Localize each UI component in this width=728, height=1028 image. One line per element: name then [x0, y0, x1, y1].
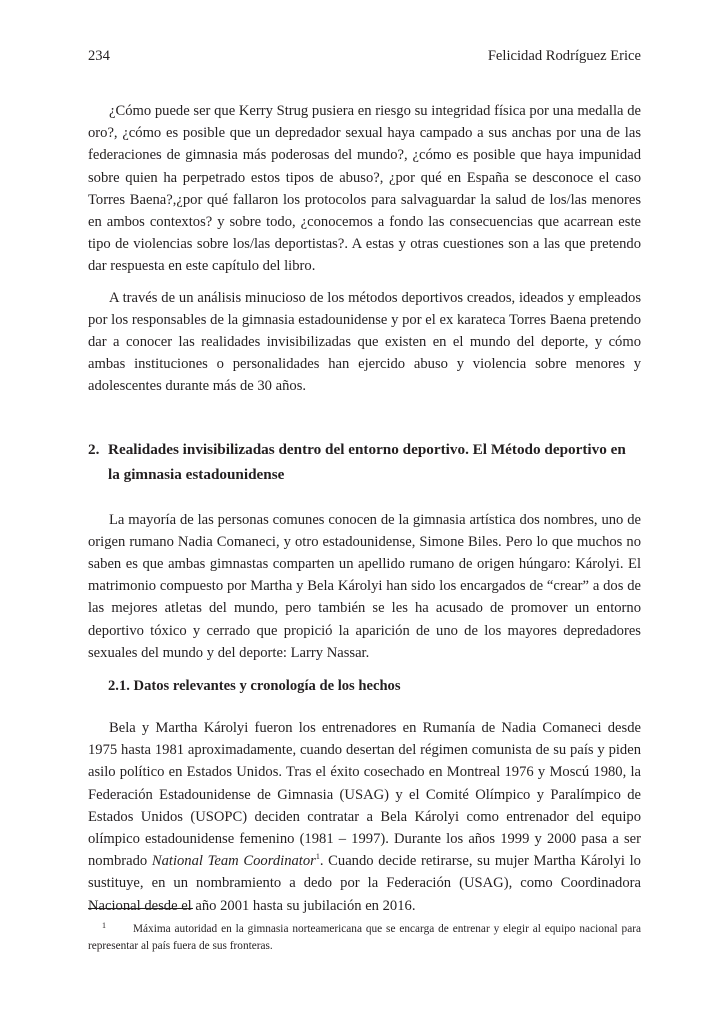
paragraph-text-end: . Cuando decide retirarse, su mujer Martha Károlyi lo sustituye, en un nombramiento a dedo por la Federación (USAG), como Coordinadora Nacional desde el año 2001 hasta su jubilación en 2016.: [88, 853, 641, 914]
author-name: Felicidad Rodríguez Erice: [487, 48, 641, 64]
italic-title: National Team Coordinator: [151, 853, 316, 870]
paragraph-karolyi-history: [88, 717, 641, 917]
running-head: [88, 47, 641, 65]
footnote-text: Máxima autoridad en la gimnasia norteamericana que se encarga de entrenar y elegir al equipo nacional para representar al país fuera de sus fronteras.: [88, 923, 641, 953]
page-number: 234: [88, 48, 110, 64]
paragraph-intro-purpose: A través de un análisis minucioso de los métodos deportivos creados, ideados y empleados por los responsables de la gimnasia estadounidense y por el ex karateca Torres Baena pretendo dar a conocer las realidades invisibilizadas que existen en el mundo del deporte, y cómo ambas instituciones o personalidades han ejercido abuso y violencia sobre menores y adolescentes durante más de 30 años.: [88, 289, 641, 395]
section-number: 2.: [88, 440, 100, 458]
body-text: [88, 100, 641, 926]
footnote-reference[interactable]: 1: [315, 852, 320, 862]
subsection-heading: 2.1. Datos relevantes y cronología de los hechos: [108, 678, 401, 695]
footnote-divider: [88, 908, 193, 909]
paragraph-gymnastics-names: La mayoría de las personas comunes conocen de la gimnasia artística dos nombres, uno de origen rumano Nadia Comaneci, y otro estadounidense, Simone Biles. Pero lo que muchos no saben es que ambas gimnastas comparten un apellido rumano de origen húngaro: Károlyi. El matrimonio compuesto por Martha y Bela Károlyi han sido los encargados de “crear” a dos de las mejores atletas del mundo, pero también se les ha acusado de promover un entorno deportivo tóxico y cerrado que propició la aparición de uno de los mayores depredadores sexuales del mundo y del deporte: Larry Nassar.: [88, 511, 641, 661]
section-heading: [88, 437, 641, 488]
section-title: Realidades invisibilizadas dentro del entorno deportivo. El Método deportivo en la gimnasia estadounidense: [108, 440, 626, 484]
footnote: [88, 917, 641, 956]
footnote-marker: 1: [102, 921, 106, 930]
paragraph-intro-questions: ¿Cómo puede ser que Kerry Strug pusiera en riesgo su integridad física por una medalla de oro?, ¿cómo es posible que un depredador sexual haya campado a sus anchas por una de las federaciones de gimnasia más poderosas del mundo?, ¿cómo es posible que haya impunidad sobre quien ha perpetrado estos tipos de abuso?, ¿por qué en España se desconoce el caso Torres Baena?,¿por qué fallaron los protocolos para salvaguardar la salud de los/las menores en ambos contextos? y sobre todo, ¿conocemos a fondo las consecuencias que acarrean este tipo de violencias sobre los/las deportistas?. A estas y otras cuestiones son a las que pretendo dar respuesta en este capítulo del libro.: [88, 103, 641, 275]
paragraph-text-start: Bela y Martha Károlyi fueron los entrenadores en Rumanía de Nadia Comaneci desde 1975 hasta 1981 aproximadamente, cuando desertan del régimen comunista de su país y piden asilo político en Estados Unidos. Tras el éxito cosechado en Montreal 1976 y Moscú 1980, la Federación Estadounidense de Gimnasia (USAG) y el Comité Olímpico y Paralímpico de Estados Unidos (USOPC) deciden contratar a Bela Károlyi como entrenador del equipo olímpico estadounidense femenino (1981 – 1997). Durante los años 1999 y 2000 pasa a ser nombrado: [88, 720, 641, 870]
